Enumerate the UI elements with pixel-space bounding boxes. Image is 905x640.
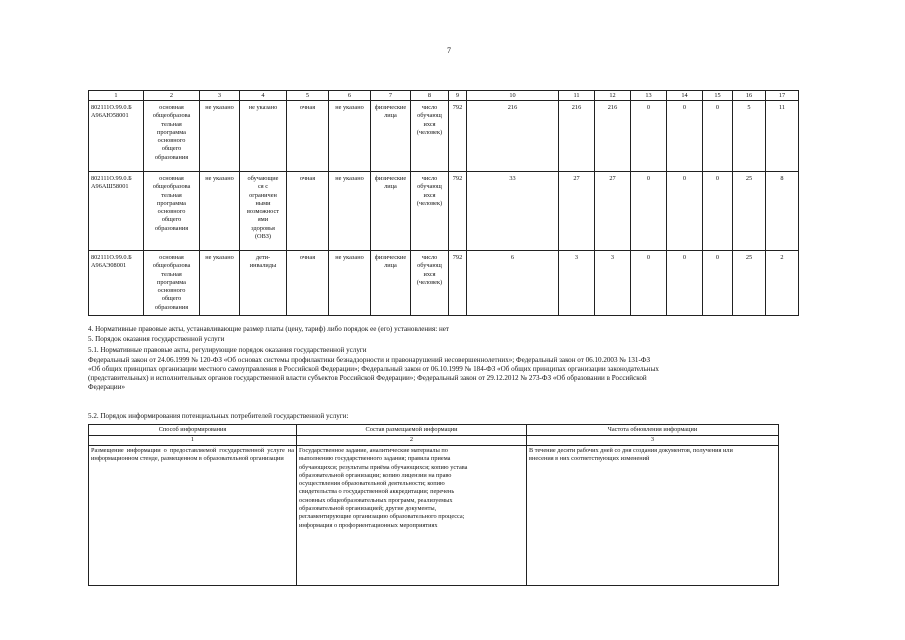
cell-line: лица [384,112,397,120]
value-cell: 0 [631,172,667,251]
column-number: 2 [144,91,200,101]
registry-code-cell [89,172,144,251]
cell-line: очная [299,175,316,182]
column-number: 2 [297,436,527,446]
category-cell [200,251,240,316]
cell-line: не указано [335,254,364,261]
cell-line: не указано [205,104,234,111]
cell-line: не указано [205,254,234,261]
program-cell [144,251,200,316]
cell-line: (человек) [416,199,443,207]
content-line: основных общеобразовательных программ, реализуемых [299,496,453,504]
content-cell [297,446,527,586]
indicators-table [88,90,799,316]
cell-line: общего [161,216,182,224]
law-line: Федерации» [88,383,126,392]
frequency-cell [527,446,779,586]
table-row [89,251,799,316]
cell-line: общеобразова [152,112,191,120]
section-5-2-heading: 5.2. Порядок информирования потенциальных потребителей государственной услуги: [88,412,349,420]
value-cell: 25 [733,251,766,316]
value-cell: 27 [559,172,595,251]
law-line: «Об общих принципах организации местного самоуправления в Российской Федерации»; Федеральный закон от 06.10.1999 № 184-ФЗ «Об общих принципах организации законодательных [88,365,659,374]
table-row [89,172,799,251]
consumer-cell [371,101,411,172]
cell-line: А96АЭ08001 [91,262,127,270]
cell-line: программа [157,278,186,286]
value-cell: 3 [559,251,595,316]
content-line: выполнению государственного задания; правила приема [299,455,451,463]
unit-cell [411,101,449,172]
value-cell: 33 [467,172,559,251]
cell-line: общеобразова [152,262,191,270]
cell-line: программа [157,128,186,136]
value-cell: 27 [595,172,631,251]
cell-line: возможност [246,208,280,216]
cell-line: ограничен [249,191,277,199]
cell-line: число [421,104,438,111]
value-cell: 216 [467,101,559,172]
cell-line: (человек) [416,278,443,286]
cell-line: обучающие [247,175,279,182]
content-line: образовательной организацией; другие документы, [299,505,437,513]
column-number: 4 [240,91,287,101]
column-number: 10 [467,91,559,101]
content-line: регламентирующие организацию образовательного процесса; [299,513,465,521]
category-cell [200,101,240,172]
cell-line: здоровья [251,224,275,232]
cell-line: лица [384,183,397,191]
frequency-line: В течение десяти рабочих дней со дня создания документов, получения или [529,447,733,454]
column-number-row [89,91,799,101]
cell-line: ихся [423,191,436,199]
column-number: 3 [527,436,779,446]
consumer-cell [371,172,411,251]
method-cell: Размещение информации о предоставляемой государственной услуге на информационном стенде, размещенном в образовательной организации [89,446,297,586]
program-cell [144,101,200,172]
cell-line: ихся [423,270,436,278]
content-line: Государственное задание, аналитические материалы по [299,447,448,454]
cell-line: очная [299,104,316,111]
value-cell: 5 [733,101,766,172]
cell-line: основная [159,254,184,261]
okei-code-cell: 792 [449,251,467,316]
cell-line: образования [154,153,189,161]
content-line: обучающихся; результаты приёма обучающихся; копию устава [299,463,468,471]
value-cell: 0 [667,251,703,316]
content-line: осуществления образовательной деятельности; копию [299,480,445,488]
column-number: 16 [733,91,766,101]
frequency-line: внесения в них соответствующих изменений [529,455,650,463]
cell-line: число [421,254,438,261]
cell-line: обучающ [417,112,442,120]
value-cell: 0 [631,251,667,316]
header-content: Состав размещаемой информации [297,425,527,436]
registry-code-cell [89,251,144,316]
unit-cell [411,172,449,251]
cell-line: обучающ [417,262,442,270]
value-cell: 0 [667,101,703,172]
column-number: 13 [631,91,667,101]
cell-line: ся с [257,183,269,191]
content-line: образовательной организации; копию лицензии на право [299,471,452,479]
column-number: 6 [329,91,371,101]
cell-line: инвалиды [249,262,277,270]
value-cell: 3 [595,251,631,316]
laws-paragraph [88,356,788,392]
value-cell: 0 [667,172,703,251]
header-frequency: Частота обновления информации [527,425,779,436]
category-cell [329,172,371,251]
section-5-1-heading: 5.1. Нормативные правовые акты, регулирующие порядок оказания государственной услуги [88,346,367,354]
cell-line: основного [157,137,186,145]
value-cell: 8 [766,172,799,251]
informing-header-row [89,425,779,436]
unit-cell [411,251,449,316]
category-cell [240,172,287,251]
table-row [89,101,799,172]
page-number: 7 [447,46,451,55]
cell-line: образования [154,303,189,311]
registry-code-cell [89,101,144,172]
cell-line: А96АЮ58001 [91,112,129,120]
form-cell [287,251,329,316]
cell-line: 802111О.99.0.Б [91,175,132,182]
cell-line: очная [299,254,316,261]
okei-code-cell: 792 [449,101,467,172]
header-method: Способ информирования [89,425,297,436]
cell-line: основная [159,104,184,111]
cell-line: физические [374,254,407,261]
category-cell [329,251,371,316]
cell-line: ями [257,216,269,224]
column-number: 1 [89,91,144,101]
value-cell: 11 [766,101,799,172]
value-cell: 2 [766,251,799,316]
cell-line: не указано [205,175,234,182]
value-cell: 6 [467,251,559,316]
content-line: информация о профориентационных мероприятиях [299,521,438,529]
column-number: 7 [371,91,411,101]
cell-line: А96АШ58001 [91,183,129,191]
column-number: 1 [89,436,297,446]
form-cell [287,172,329,251]
category-cell [240,251,287,316]
cell-line: обучающ [417,183,442,191]
cell-line: лица [384,262,397,270]
consumer-cell [371,251,411,316]
column-number: 17 [766,91,799,101]
section-4-text: 4. Нормативные правовые акты, устанавливающие размер платы (цену, тариф) либо порядок ее (его) установления: нет [88,325,450,333]
cell-line: физические [374,175,407,182]
category-cell [329,101,371,172]
informing-body-row [89,446,779,586]
content-line: свидетельства о государственной аккредитации; перечень [299,488,455,496]
program-cell [144,172,200,251]
cell-line: общеобразова [152,183,191,191]
cell-line: тельная [161,191,182,199]
cell-line: физические [374,104,407,111]
value-cell: 216 [559,101,595,172]
cell-line: число [421,175,438,182]
column-number: 3 [200,91,240,101]
cell-line: основного [157,208,186,216]
cell-line: ными [255,199,271,207]
form-cell [287,101,329,172]
cell-line: общего [161,295,182,303]
cell-line: тельная [161,270,182,278]
cell-line: 802111О.99.0.Б [91,104,132,111]
value-cell: 216 [595,101,631,172]
cell-line: не указано [248,104,278,111]
cell-line: программа [157,199,186,207]
section-5-heading: 5. Порядок оказания государственной услуги [88,335,225,343]
value-cell: 0 [631,101,667,172]
cell-line: образования [154,224,189,232]
column-number: 9 [449,91,467,101]
column-number: 11 [559,91,595,101]
value-cell: 0 [703,251,733,316]
category-cell [200,172,240,251]
column-number: 14 [667,91,703,101]
value-cell: 25 [733,172,766,251]
cell-line: (ОВЗ) [254,233,272,241]
cell-line: (человек) [416,128,443,136]
value-cell: 0 [703,172,733,251]
column-number: 8 [411,91,449,101]
informing-table [88,424,779,586]
cell-line: не указано [335,104,364,111]
value-cell: 0 [703,101,733,172]
cell-line: основная [159,175,184,182]
cell-line: тельная [161,120,182,128]
okei-code-cell: 792 [449,172,467,251]
column-number: 5 [287,91,329,101]
cell-line: ихся [423,120,436,128]
cell-line: основного [157,287,186,295]
cell-line: не указано [335,175,364,182]
law-line: Федеральный закон от 24.06.1999 № 120-ФЗ «Об основах системы профилактики безнадзорности и правонарушений несовершеннолетних»; Федеральный закон от 06.10.2003 № 131-ФЗ [88,356,651,364]
category-cell [240,101,287,172]
cell-line: общего [161,145,182,153]
column-number: 15 [703,91,733,101]
law-line: (представительных) и исполнительных органов государственной власти субъектов Российской Федерации»; Федеральный закон от 29.12.2012 № 273-ФЗ «Об образовании в Российской [88,374,647,383]
cell-line: 802111О.99.0.Б [91,254,132,261]
column-number: 12 [595,91,631,101]
informing-number-row [89,436,779,446]
cell-line: дети- [255,254,271,261]
